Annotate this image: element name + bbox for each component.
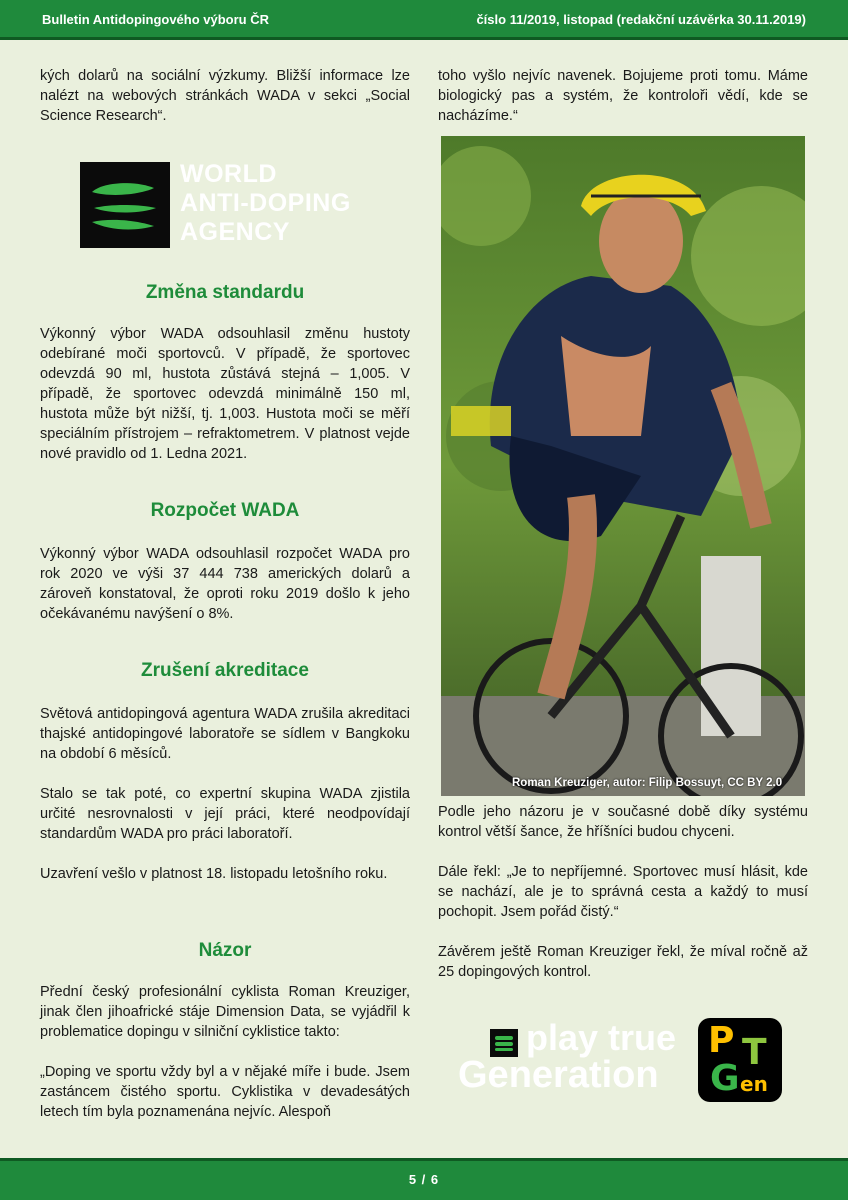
wada-logo-line: WORLD: [180, 160, 277, 188]
ptgen-letter-p: P: [708, 1020, 735, 1061]
ptgen-letter-t: T: [742, 1032, 767, 1073]
right-paragraph-3: Závěrem ještě Roman Kreuziger řekl, že míval ročně až 25 dopingových kontrol.: [438, 944, 808, 980]
wada-logo-text: [180, 160, 351, 247]
wada-logo-line: ANTI-DOPING: [180, 189, 351, 217]
photo-caption: Roman Kreuziger, autor: Filip Bossuyt, CC BY 2.0: [512, 777, 783, 789]
section-title-budget: Rozpočet WADA: [150, 500, 300, 521]
section-text-budget: Výkonný výbor WADA odsouhlasil rozpočet WADA pro rok 2020 ve výši 37 444 738 amerických dolarů a zároveň konstatoval, že oproti roku 2019 došlo k jeho očekávanému navýšení o 8%.: [40, 546, 410, 622]
accreditation-paragraph-3: Uzavření vešlo v platnost 18. listopadu letošního roku.: [40, 866, 388, 882]
bulletin-title: Bulletin Antidopingového výboru ČR: [42, 12, 270, 27]
page-header: [0, 0, 848, 40]
play-true-text: play true: [526, 1017, 677, 1058]
right-paragraph-2: Dále řekl: „Je to nepříjemné. Sportovec musí hlásit, kde se nachází, ale je to správná cesta a každý to musí pochopit. Jsem pořád čistý.“: [438, 864, 808, 920]
wada-logo-mark: [80, 162, 170, 248]
section-title-opinion: Názor: [198, 940, 252, 961]
ptgen-logo: [698, 1018, 782, 1102]
right-paragraph-1: Podle jeho názoru je v současné době díky systému kontrol větší šance, že hříšníci budou chyceni.: [438, 804, 808, 840]
left-intro-paragraph: kých dolarů na sociální výzkumy. Bližší informace lze nalézt na webových stránkách WADA v sekci „Social Science Research“.: [40, 68, 410, 124]
accreditation-paragraph-1: Světová antidopingová agentura WADA zrušila akreditaci thajské antidopingové laboratoře se sídlem v Bangkoku na období 6 měsíců.: [40, 706, 410, 762]
ptgen-letters-en: en: [740, 1072, 768, 1096]
wada-logo-line: AGENCY: [180, 218, 290, 246]
wada-logo: [80, 160, 380, 250]
section-title-accreditation: Zrušení akreditace: [141, 660, 309, 681]
opinion-paragraph-2: „Doping ve sportu vždy byl a v nějaké míře i bude. Jsem zastáncem čistého sportu. Cyklistika v devadesátých letech tím byla poznamenána nejvíc. Alespoň: [40, 1064, 410, 1120]
generation-text: Generation: [458, 1054, 659, 1096]
section-text-standard: Výkonný výbor WADA odsouhlasil změnu hustoty odebírané moči sportovců. V případě, že sportovec odevzdá 90 ml, hustota zůstává stejná – 1,005. V případě, že sportovec odevzdá minimálně 150 ml, hustota může být nižší, tj. 1,003. Hustota moči se měří speciálním přístrojem – refraktometrem. V platnost vejde nové pravidlo od 1. Ledna 2021.: [40, 326, 410, 462]
cyclist-photo: [441, 136, 805, 796]
issue-info: číslo 11/2019, listopad (redakční uzávěrka 30.11.2019): [476, 12, 806, 27]
ptgen-letter-g: G: [710, 1058, 740, 1099]
section-title-standard: Změna standardu: [145, 282, 305, 303]
right-intro-paragraph: toho vyšlo nejvíc navenek. Bojujeme proti tomu. Máme biologický pas a systém, že kontroloři vědí, kde se nacházíme.“: [438, 68, 808, 124]
opinion-paragraph-1: Přední český profesionální cyklista Roman Kreuziger, jinak člen jihoafrické stáje Dimension Data, se vyjádřil k problematice dopingu v silniční cyklistice takto:: [40, 984, 410, 1040]
accreditation-paragraph-2: Stalo se tak poté, co expertní skupina WADA zjistila určité nesrovnalosti v její práci, které neodpovídají standardům WADA pro práci laboratoří.: [40, 786, 410, 842]
play-true-mark: [490, 1029, 518, 1057]
page-footer: [0, 1158, 848, 1200]
page-number: 5 / 6: [408, 1172, 440, 1187]
